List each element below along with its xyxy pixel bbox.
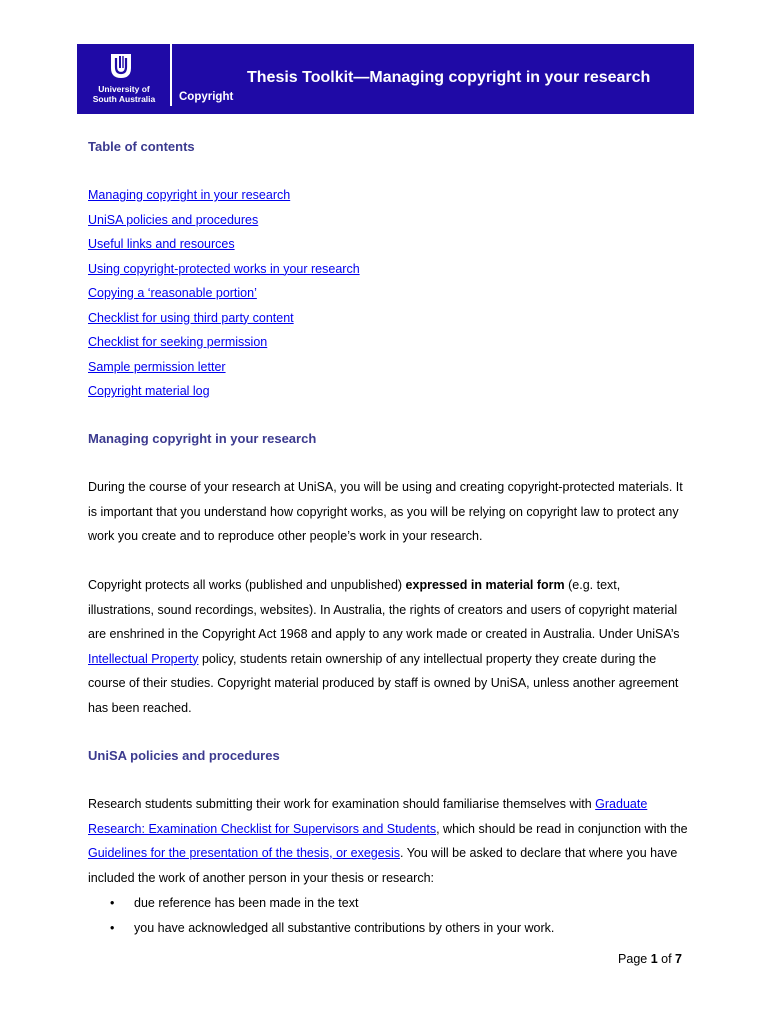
list-item-text: you have acknowledged all substantive contributions by others in your work. xyxy=(134,921,555,935)
section-label: Copyright xyxy=(179,91,234,103)
bullet-icon: • xyxy=(110,896,115,910)
page-number xyxy=(618,952,682,966)
toc-item xyxy=(88,330,360,355)
toc-link-reasonable-portion[interactable]: Copying a ‘reasonable portion’ xyxy=(88,286,257,300)
toc-item xyxy=(88,281,360,306)
paragraph-intro: During the course of your research at UniSA, you will be using and creating copyright-protected materials. It is important that you understand how copyright works, as you will be relying on copyright law to protect any work you create and to reproduce other people’s work in your research. xyxy=(88,480,683,543)
university-name-line2: South Australia xyxy=(92,94,156,104)
examination-checklist-link[interactable]: Graduate Research: Examination Checklist for Supervisors and Students xyxy=(88,797,648,836)
toc-item xyxy=(88,379,360,404)
toc-item xyxy=(88,232,360,257)
table-of-contents xyxy=(88,183,360,404)
university-name-line1: University of xyxy=(98,84,150,94)
toc-heading: Table of contents xyxy=(88,139,195,154)
toc-item xyxy=(88,257,360,282)
university-name xyxy=(81,84,167,104)
text-span: (e.g. text, illustrations, sound recordings, websites). In Australia, the rights of creators and users of copyright material are enshrined in the Copyright Act 1968 and apply to any work made or created in Australia. Under UniSA’s xyxy=(88,578,680,641)
bullet-icon: • xyxy=(110,921,115,935)
text-span: , which should be read in conjunction with the xyxy=(436,821,688,836)
section-heading-managing-copyright: Managing copyright in your research xyxy=(88,431,317,446)
text-span: Copyright protects all works (published and unpublished) xyxy=(88,578,406,592)
toc-link-unisa-policies[interactable]: UniSA policies and procedures xyxy=(88,212,259,227)
text-span: Research students submitting their work for examination should familiarise themselves with xyxy=(88,797,596,811)
toc-link-managing-copyright[interactable]: Managing copyright in your research xyxy=(88,188,291,202)
toc-item xyxy=(88,183,360,208)
page-prefix: Page xyxy=(618,952,651,966)
toc-item xyxy=(88,355,360,380)
list-item-text: due reference has been made in the text xyxy=(134,896,359,910)
text-span: policy, students retain ownership of any intellectual property they create during the course of their studies. Copyright material produced by staff is owned by UniSA, unless another agreement has been reached. xyxy=(88,651,679,715)
toc-link-sample-letter[interactable]: Sample permission letter xyxy=(88,359,226,374)
toc-link-using-works[interactable]: Using copyright-protected works in your research xyxy=(88,261,360,276)
list-item xyxy=(110,916,554,941)
total-pages: 7 xyxy=(675,952,682,966)
toc-link-permission-checklist[interactable]: Checklist for seeking permission xyxy=(88,335,268,349)
text-span: . You will be asked to declare that where you have included the work of another person in your thesis or research: xyxy=(88,846,678,885)
university-logo xyxy=(77,44,170,114)
thesis-guidelines-link[interactable]: Guidelines for the presentation of the thesis, or exegesis xyxy=(88,846,400,860)
toc-link-useful-links[interactable]: Useful links and resources xyxy=(88,237,235,251)
page-of: of xyxy=(657,952,676,966)
section-heading-unisa-policies: UniSA policies and procedures xyxy=(88,748,280,763)
toc-link-material-log[interactable]: Copyright material log xyxy=(88,384,210,398)
paragraph-policies xyxy=(88,792,688,890)
document-title: Thesis Toolkit—Managing copyright in your research xyxy=(247,69,651,86)
list-item xyxy=(110,891,554,916)
header-banner xyxy=(77,44,694,114)
toc-item xyxy=(88,306,360,331)
banner-divider xyxy=(170,44,172,106)
paragraph-copyright-protects xyxy=(88,573,688,720)
toc-item xyxy=(88,208,360,233)
declaration-list xyxy=(110,891,554,941)
intellectual-property-link[interactable]: Intellectual Property xyxy=(88,651,199,666)
current-page: 1 xyxy=(650,952,658,966)
bold-text: expressed in material form xyxy=(405,578,565,592)
toc-link-third-party-checklist[interactable]: Checklist for using third party content xyxy=(88,310,294,325)
unisa-logo-icon xyxy=(107,52,135,80)
